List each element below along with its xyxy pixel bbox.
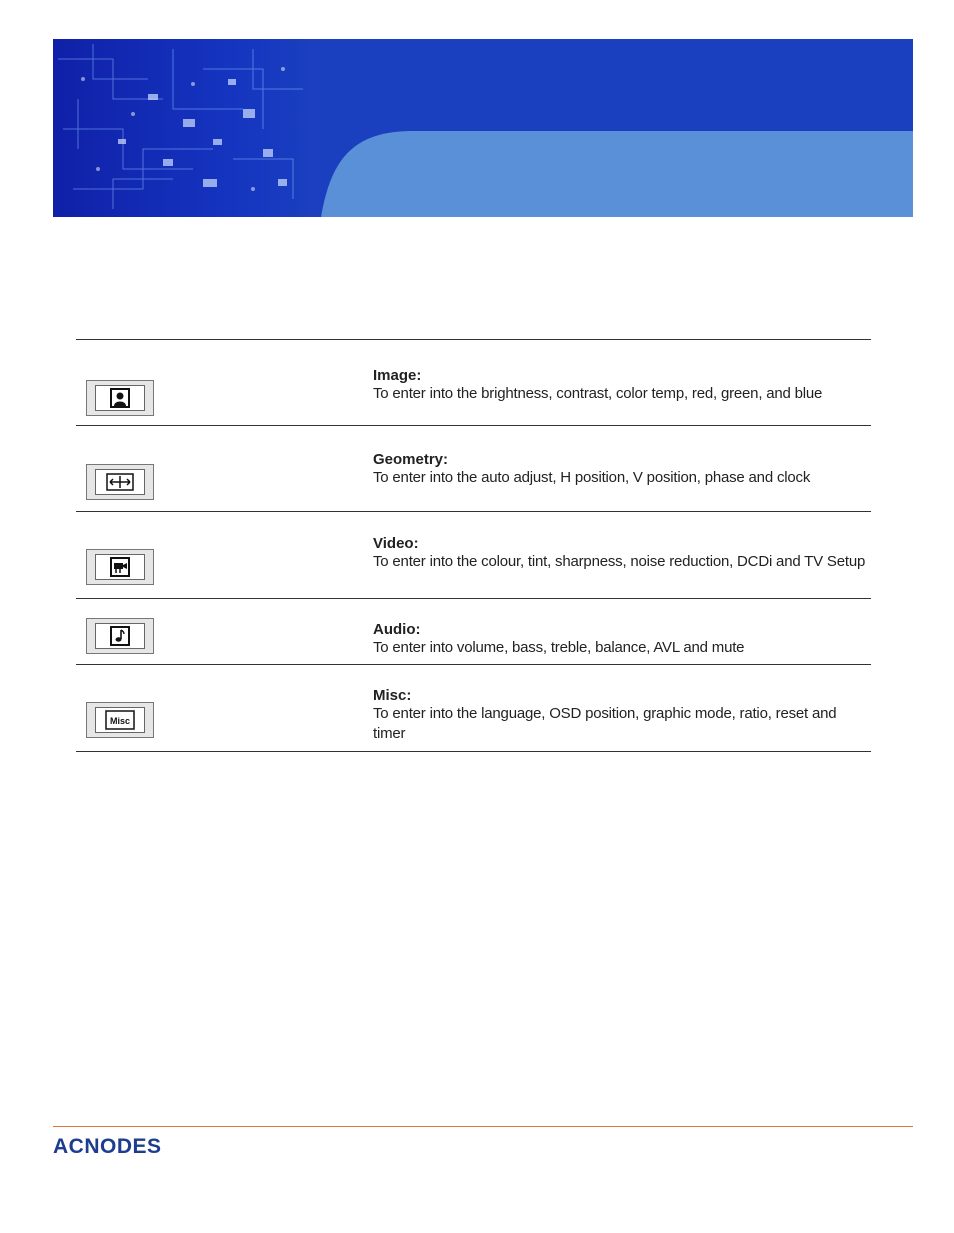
table-row-video [76,512,871,599]
logo-text: ACNODES [53,1135,162,1158]
menu-desc-image: To enter into the brightness, contrast, color temp, red, green, and blue [373,385,823,402]
portrait-icon [110,388,130,408]
music-note-icon [110,626,130,646]
table-row-geometry [76,426,871,512]
misc-menu-icon-box [86,702,154,738]
table-row-misc [76,665,871,752]
menu-title-video: Video: [373,535,419,552]
acnodes-logo [53,1133,213,1159]
footer-divider [53,1126,913,1127]
geometry-menu-icon-box [86,464,154,500]
image-menu-icon-box [86,380,154,416]
menu-title-audio: Audio: [373,621,421,638]
table-row-audio [76,599,871,665]
osd-menu-table [76,339,871,752]
header-banner [53,39,913,217]
arrows-icon [106,473,134,491]
menu-desc-audio: To enter into volume, bass, treble, balance, AVL and mute [373,639,745,656]
video-menu-icon-box [86,549,154,585]
menu-title-misc: Misc: [373,687,412,704]
audio-menu-icon-box [86,618,154,654]
menu-title-geometry: Geometry: [373,451,449,468]
video-camera-icon [110,557,130,577]
menu-desc-geometry: To enter into the auto adjust, H position, V position, phase and clock [373,469,811,486]
misc-icon-label: Misc [109,716,131,726]
menu-desc-video: To enter into the colour, tint, sharpness, noise reduction, DCDi and TV Setup [373,553,866,570]
menu-title-image: Image: [373,367,422,384]
misc-icon [105,710,135,730]
menu-desc-misc: To enter into the language, OSD position, graphic mode, ratio, reset and timer [373,705,837,742]
table-row-image [76,340,871,426]
